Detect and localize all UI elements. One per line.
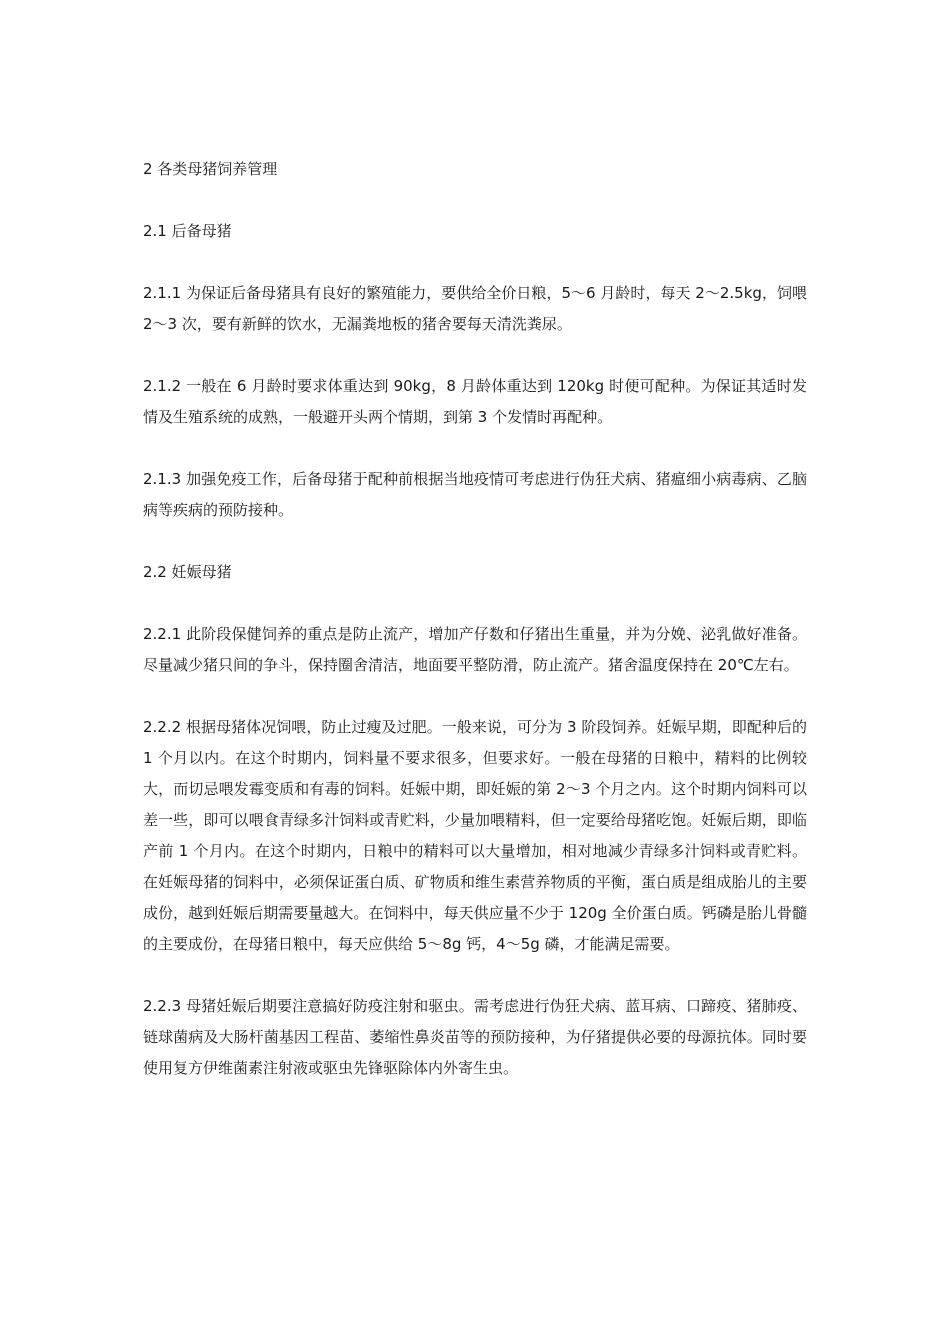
- paragraph-2-2-2: 2.2.2 根据母猪体况饲喂，防止过瘦及过肥。一般来说，可分为 3 阶段饲养。妊娠早期，即配种后的 1 个月以内。在这个时期内，饲料量不要求很多，但要求好。一般在母猪的日粮中，精料的比例较大，而切忌喂发霉变质和有毒的饲料。妊娠中期，即妊娠的第 2～3 个月之内。这个时期内饲料可以差一些，即可以喂食青绿多汁饲料或青贮料，少量加喂精料，但一定要给母猪吃饱。妊娠后期，即临产前 1 个月内。在这个时期内，日粮中的精料可以大量增加，相对地减少青绿多汁饲料或青贮料。在妊娠母猪的饲料中，必须保证蛋白质、矿物质和维生素营养物质的平衡，蛋白质是组成胎儿的主要成份，越到妊娠后期需要量越大。在饲料中，每天供应量不少于 120g 全价蛋白质。钙磷是胎儿骨髓的主要成份，在母猪日粮中，每天应供给 5～8g 钙，4～5g 磷，才能满足需要。: [143, 718, 807, 953]
- paragraph-2-1-1: 2.1.1 为保证后备母猪具有良好的繁殖能力，要供给全价日粮，5～6 月龄时，每天 2～2.5kg，饲喂 2～3 次，要有新鲜的饮水，无漏粪地板的猪舍要每天清洗粪尿。: [143, 284, 807, 333]
- section-title: 2 各类母猪饲养管理: [143, 160, 278, 178]
- subsection-heading-2-1: 2.1 后备母猪: [143, 222, 232, 240]
- subsection-heading-2-2: 2.2 妊娠母猪: [143, 563, 232, 581]
- paragraph-2-1-3: 2.1.3 加强免疫工作，后备母猪于配种前根据当地疫情可考虑进行伪狂犬病、猪瘟细小病毒病、乙脑病等疾病的预防接种。: [143, 470, 807, 519]
- paragraph-2-2-1: 2.2.1 此阶段保健饲养的重点是防止流产，增加产仔数和仔猪出生重量，并为分娩、泌乳做好准备。尽量减少猪只间的争斗，保持圈舍清洁，地面要平整防滑，防止流产。猪舍温度保持在 20℃左右。: [143, 625, 807, 674]
- paragraph-2-2-3: 2.2.3 母猪妊娠后期要注意搞好防疫注射和驱虫。需考虑进行伪狂犬病、蓝耳病、口蹄疫、猪肺疫、链球菌病及大肠杆菌基因工程苗、萎缩性鼻炎苗等的预防接种，为仔猪提供必要的母源抗体。同时要使用复方伊维菌素注射液或驱虫先锋驱除体内外寄生虫。: [143, 997, 807, 1077]
- paragraph-2-1-2: 2.1.2 一般在 6 月龄时要求体重达到 90kg，8 月龄体重达到 120kg 时便可配种。为保证其适时发情及生殖系统的成熟，一般避开头两个情期，到第 3 个发情时再配种。: [143, 377, 807, 426]
- document-body: [143, 154, 807, 1084]
